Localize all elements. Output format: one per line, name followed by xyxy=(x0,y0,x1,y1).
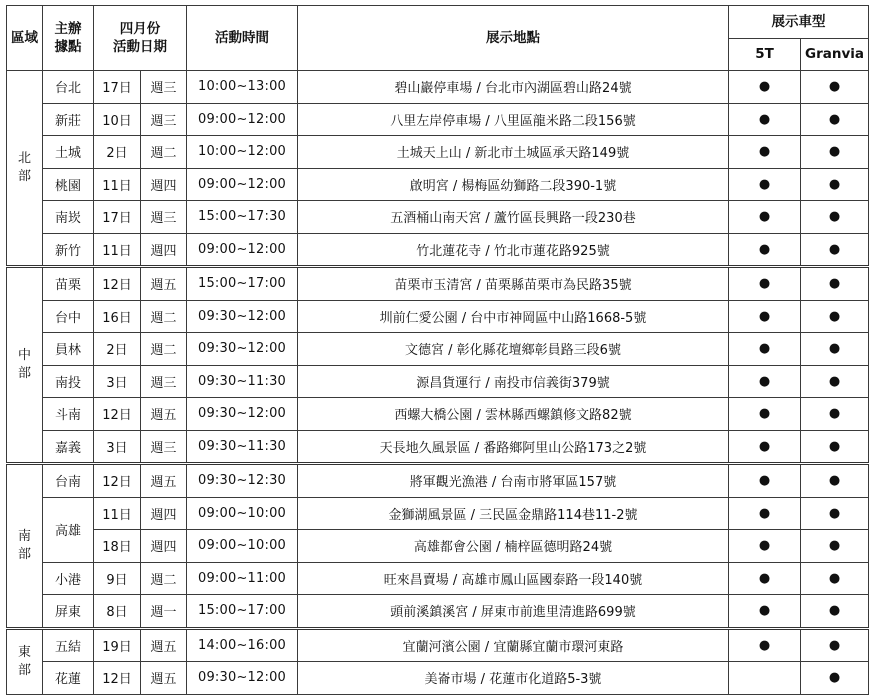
model-5t-dot: ● xyxy=(729,628,801,662)
time-cell: 09:30~12:00 xyxy=(187,662,298,695)
table-row xyxy=(7,365,869,398)
table-row xyxy=(7,662,869,695)
location-cell: 苗栗市玉清宮 / 苗栗縣苗栗市為民路35號 xyxy=(298,267,729,301)
header-model-granvia: Granvia xyxy=(801,38,869,71)
time-cell: 09:00~10:00 xyxy=(187,497,298,530)
time-cell: 09:30~12:00 xyxy=(187,333,298,366)
header-month xyxy=(94,6,187,71)
weekday-cell: 週四 xyxy=(141,530,187,563)
weekday-cell: 週二 xyxy=(141,333,187,366)
header-month-line1: 四月份 xyxy=(119,21,161,37)
header-host-line1: 主辦 xyxy=(54,21,82,37)
time-cell: 15:00~17:00 xyxy=(187,267,298,301)
time-cell: 14:00~16:00 xyxy=(187,628,298,662)
location-cell: 五酒桶山南天宮 / 蘆竹區長興路一段230巷 xyxy=(298,201,729,234)
location-cell: 土城天上山 / 新北市土城區承天路149號 xyxy=(298,136,729,169)
weekday-cell: 週三 xyxy=(141,71,187,104)
model-5t-dot: ● xyxy=(729,398,801,431)
time-cell: 09:30~11:30 xyxy=(187,430,298,464)
table-row xyxy=(7,530,869,563)
day-cell: 11日 xyxy=(94,233,141,267)
model-5t-dot: ● xyxy=(729,233,801,267)
model-5t-dot: ● xyxy=(729,497,801,530)
header-time: 活動時間 xyxy=(187,6,298,71)
table-row xyxy=(7,168,869,201)
time-cell: 10:00~12:00 xyxy=(187,136,298,169)
table-row xyxy=(7,333,869,366)
day-cell: 11日 xyxy=(94,497,141,530)
model-5t-dot: ● xyxy=(729,365,801,398)
table-row xyxy=(7,562,869,595)
table-row xyxy=(7,136,869,169)
day-cell: 11日 xyxy=(94,168,141,201)
host-city-cell: 斗南 xyxy=(43,398,94,431)
location-cell: 頭前溪鎮溪宮 / 屏東市前進里清進路699號 xyxy=(298,595,729,629)
model-5t-dot: ● xyxy=(729,595,801,629)
model-5t-dot: ● xyxy=(729,103,801,136)
location-cell: 碧山巖停車場 / 台北市內湖區碧山路24號 xyxy=(298,71,729,104)
model-granvia-dot: ● xyxy=(801,136,869,169)
model-granvia-dot: ● xyxy=(801,662,869,695)
weekday-cell: 週五 xyxy=(141,662,187,695)
header-model-5t: 5T xyxy=(729,38,801,71)
table-row xyxy=(7,398,869,431)
day-cell: 10日 xyxy=(94,103,141,136)
region-cell xyxy=(7,628,43,694)
header-row-1 xyxy=(7,6,869,39)
host-city-cell: 台南 xyxy=(43,464,94,498)
weekday-cell: 週五 xyxy=(141,628,187,662)
weekday-cell: 週三 xyxy=(141,430,187,464)
location-cell: 文德宮 / 彰化縣花壇鄉彰員路三段6號 xyxy=(298,333,729,366)
host-city-cell: 高雄 xyxy=(43,497,94,562)
header-models: 展示車型 xyxy=(729,6,869,39)
day-cell: 17日 xyxy=(94,71,141,104)
location-cell: 西螺大橋公園 / 雲林縣西螺鎮修文路82號 xyxy=(298,398,729,431)
time-cell: 10:00~13:00 xyxy=(187,71,298,104)
model-5t-dot: ● xyxy=(729,530,801,563)
location-cell: 圳前仁愛公園 / 台中市神岡區中山路1668-5號 xyxy=(298,300,729,333)
model-5t-dot: ● xyxy=(729,300,801,333)
region-cell xyxy=(7,464,43,629)
table-row xyxy=(7,233,869,267)
table-row xyxy=(7,430,869,464)
model-granvia-dot: ● xyxy=(801,333,869,366)
day-cell: 12日 xyxy=(94,464,141,498)
location-cell: 啟明宮 / 楊梅區幼獅路二段390-1號 xyxy=(298,168,729,201)
host-city-cell: 小港 xyxy=(43,562,94,595)
day-cell: 2日 xyxy=(94,136,141,169)
host-city-cell: 南投 xyxy=(43,365,94,398)
region-char: 東 xyxy=(17,644,31,660)
header-location: 展示地點 xyxy=(298,6,729,71)
location-cell: 八里左岸停車場 / 八里區龍米路二段156號 xyxy=(298,103,729,136)
table-row xyxy=(7,300,869,333)
day-cell: 3日 xyxy=(94,430,141,464)
schedule-body xyxy=(7,71,869,695)
region-char: 部 xyxy=(17,662,31,678)
weekday-cell: 週二 xyxy=(141,136,187,169)
weekday-cell: 週五 xyxy=(141,464,187,498)
model-granvia-dot: ● xyxy=(801,233,869,267)
day-cell: 9日 xyxy=(94,562,141,595)
day-cell: 19日 xyxy=(94,628,141,662)
weekday-cell: 週四 xyxy=(141,233,187,267)
model-5t-dot: ● xyxy=(729,168,801,201)
region-cell xyxy=(7,267,43,464)
model-5t-dot: ● xyxy=(729,267,801,301)
time-cell: 09:00~12:00 xyxy=(187,233,298,267)
weekday-cell: 週四 xyxy=(141,168,187,201)
region-char: 部 xyxy=(17,169,31,184)
day-cell: 18日 xyxy=(94,530,141,563)
host-city-cell: 員林 xyxy=(43,333,94,366)
model-5t-dot: ● xyxy=(729,136,801,169)
weekday-cell: 週四 xyxy=(141,497,187,530)
time-cell: 09:00~11:00 xyxy=(187,562,298,595)
day-cell: 12日 xyxy=(94,398,141,431)
region-char: 部 xyxy=(17,366,31,381)
weekday-cell: 週三 xyxy=(141,103,187,136)
weekday-cell: 週二 xyxy=(141,300,187,333)
region-char: 部 xyxy=(17,546,31,562)
table-row xyxy=(7,464,869,498)
weekday-cell: 週一 xyxy=(141,595,187,629)
location-cell: 宜蘭河濱公園 / 宜蘭縣宜蘭市環河東路 xyxy=(298,628,729,662)
day-cell: 12日 xyxy=(94,267,141,301)
table-row xyxy=(7,103,869,136)
model-granvia-dot: ● xyxy=(801,398,869,431)
day-cell: 17日 xyxy=(94,201,141,234)
day-cell: 3日 xyxy=(94,365,141,398)
time-cell: 09:00~12:00 xyxy=(187,103,298,136)
model-granvia-dot: ● xyxy=(801,201,869,234)
host-city-cell: 花蓮 xyxy=(43,662,94,695)
model-granvia-dot: ● xyxy=(801,103,869,136)
host-city-cell: 五結 xyxy=(43,628,94,662)
model-granvia-dot: ● xyxy=(801,530,869,563)
model-granvia-dot: ● xyxy=(801,365,869,398)
model-granvia-dot: ● xyxy=(801,562,869,595)
host-city-cell: 新莊 xyxy=(43,103,94,136)
host-city-cell: 台中 xyxy=(43,300,94,333)
model-5t-dot: ● xyxy=(729,201,801,234)
location-cell: 源昌貨運行 / 南投市信義街379號 xyxy=(298,365,729,398)
host-city-cell: 新竹 xyxy=(43,233,94,267)
model-5t-dot: ● xyxy=(729,562,801,595)
location-cell: 金獅湖風景區 / 三民區金鼎路114巷11-2號 xyxy=(298,497,729,530)
header-region: 區域 xyxy=(7,6,43,71)
host-city-cell: 嘉義 xyxy=(43,430,94,464)
model-5t-dot: ● xyxy=(729,464,801,498)
weekday-cell: 週三 xyxy=(141,365,187,398)
header-month-line2: 活動日期 xyxy=(113,39,167,55)
host-city-cell: 南崁 xyxy=(43,201,94,234)
time-cell: 09:30~12:30 xyxy=(187,464,298,498)
time-cell: 15:00~17:30 xyxy=(187,201,298,234)
weekday-cell: 週二 xyxy=(141,562,187,595)
model-granvia-dot: ● xyxy=(801,595,869,629)
model-5t-dot xyxy=(729,662,801,695)
model-5t-dot: ● xyxy=(729,333,801,366)
time-cell: 09:30~11:30 xyxy=(187,365,298,398)
location-cell: 高雄都會公園 / 楠梓區德明路24號 xyxy=(298,530,729,563)
host-city-cell: 土城 xyxy=(43,136,94,169)
day-cell: 2日 xyxy=(94,333,141,366)
region-char: 南 xyxy=(17,528,31,544)
schedule-table-wrapper xyxy=(6,5,869,695)
day-cell: 8日 xyxy=(94,595,141,629)
model-5t-dot: ● xyxy=(729,71,801,104)
region-char: 北 xyxy=(17,151,31,166)
model-granvia-dot: ● xyxy=(801,267,869,301)
weekday-cell: 週五 xyxy=(141,398,187,431)
table-row xyxy=(7,628,869,662)
model-granvia-dot: ● xyxy=(801,71,869,104)
event-schedule-table xyxy=(6,5,869,695)
time-cell: 09:30~12:00 xyxy=(187,398,298,431)
location-cell: 將軍觀光漁港 / 台南市將軍區157號 xyxy=(298,464,729,498)
model-granvia-dot: ● xyxy=(801,464,869,498)
time-cell: 09:00~10:00 xyxy=(187,530,298,563)
host-city-cell: 台北 xyxy=(43,71,94,104)
location-cell: 旺來昌賣場 / 高雄市鳳山區國泰路一段140號 xyxy=(298,562,729,595)
day-cell: 16日 xyxy=(94,300,141,333)
model-granvia-dot: ● xyxy=(801,168,869,201)
table-row xyxy=(7,201,869,234)
location-cell: 美崙市場 / 花蓮市化道路5-3號 xyxy=(298,662,729,695)
table-row xyxy=(7,71,869,104)
time-cell: 15:00~17:00 xyxy=(187,595,298,629)
host-city-cell: 屏東 xyxy=(43,595,94,629)
model-granvia-dot: ● xyxy=(801,497,869,530)
location-cell: 竹北蓮花寺 / 竹北市蓮花路925號 xyxy=(298,233,729,267)
weekday-cell: 週三 xyxy=(141,201,187,234)
host-city-cell: 苗栗 xyxy=(43,267,94,301)
day-cell: 12日 xyxy=(94,662,141,695)
region-char: 中 xyxy=(17,348,31,363)
model-granvia-dot: ● xyxy=(801,300,869,333)
region-cell xyxy=(7,71,43,267)
table-row xyxy=(7,497,869,530)
table-row xyxy=(7,595,869,629)
model-granvia-dot: ● xyxy=(801,430,869,464)
location-cell: 天長地久風景區 / 番路鄉阿里山公路173之2號 xyxy=(298,430,729,464)
model-5t-dot: ● xyxy=(729,430,801,464)
header-host-line2: 據點 xyxy=(54,39,82,55)
table-row xyxy=(7,267,869,301)
header-host xyxy=(43,6,94,71)
host-city-cell: 桃園 xyxy=(43,168,94,201)
time-cell: 09:00~12:00 xyxy=(187,168,298,201)
weekday-cell: 週五 xyxy=(141,267,187,301)
time-cell: 09:30~12:00 xyxy=(187,300,298,333)
model-granvia-dot: ● xyxy=(801,628,869,662)
